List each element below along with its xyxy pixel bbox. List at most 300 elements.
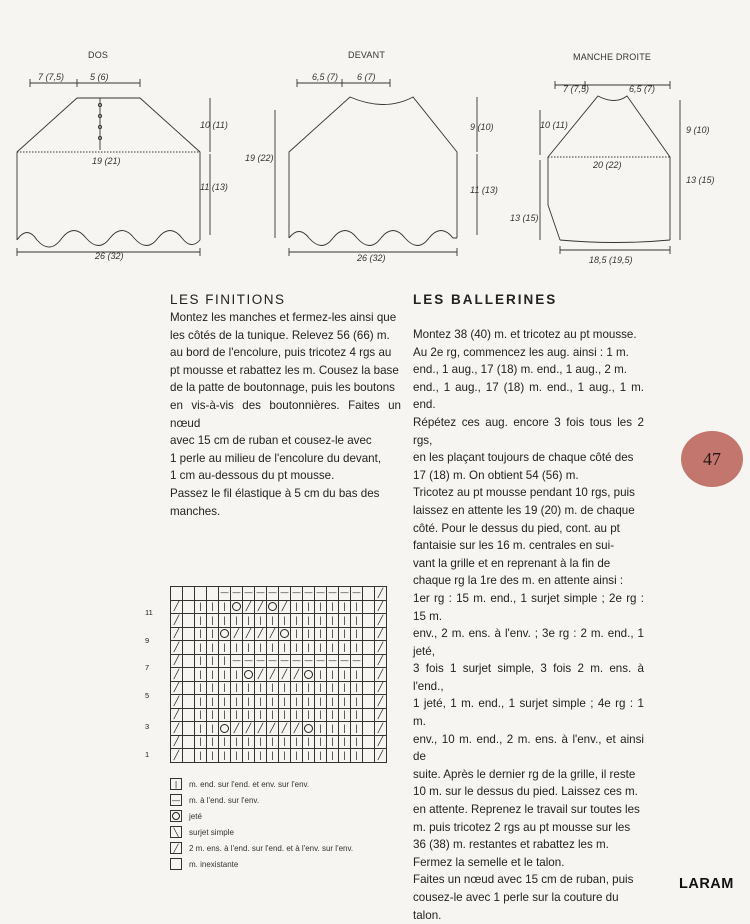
grid-cell: — <box>339 587 351 601</box>
grid-cell: | <box>219 749 231 763</box>
grid-cell: | <box>315 709 327 723</box>
legend-text: m. end. sur l'end. et env. sur l'env. <box>189 779 310 789</box>
grid-cell: | <box>267 709 279 723</box>
grid-cell: ╱ <box>243 722 255 736</box>
finitions-line: 1 perle au milieu de l'encolure du devant, <box>170 451 382 465</box>
grid-cell: ╱ <box>375 722 387 736</box>
grid-cell: | <box>315 736 327 750</box>
grid-cell: | <box>267 614 279 628</box>
grid-cell: | <box>327 682 339 696</box>
schema-manche-cap-left: 10 (11) <box>540 120 568 130</box>
grid-cell: | <box>267 695 279 709</box>
schema-devant-top-right: 6 (7) <box>357 72 376 82</box>
schema-devant-bottom-width: 26 (32) <box>357 253 386 263</box>
grid-cell: — <box>243 655 255 669</box>
grid-cell: — <box>351 655 363 669</box>
grid-cell: | <box>303 614 315 628</box>
grid-cell <box>183 682 195 696</box>
schema-dos-top-left: 7 (7,5) <box>38 72 65 82</box>
grid-row-number: 3 <box>145 722 150 731</box>
knitting-grid-cells <box>170 586 387 763</box>
grid-cell <box>303 722 315 736</box>
grid-cell <box>183 655 195 669</box>
legend-symbol <box>170 858 182 870</box>
grid-cell: | <box>351 641 363 655</box>
grid-cell: | <box>195 709 207 723</box>
grid-cell: | <box>255 736 267 750</box>
ballerines-line: suite. Après le dernier rg de la grille, il reste <box>413 767 636 781</box>
grid-cell <box>303 668 315 682</box>
grid-cell <box>171 587 183 601</box>
grid-cell: | <box>315 628 327 642</box>
grid-cell: | <box>327 641 339 655</box>
finitions-line: les côtés de la tunique. Relevez 56 (66) m. <box>170 328 390 342</box>
grid-cell: ╱ <box>291 722 303 736</box>
grid-cell: — <box>267 655 279 669</box>
grid-cell: | <box>195 736 207 750</box>
grid-cell: | <box>339 614 351 628</box>
grid-cell <box>363 628 375 642</box>
grid-cell: | <box>351 614 363 628</box>
grid-cell: | <box>351 601 363 615</box>
schema-devant-width-mid: 19 (22) <box>245 153 274 163</box>
grid-cell: | <box>339 641 351 655</box>
schema-devant-top-left: 6,5 (7) <box>312 72 339 82</box>
grid-cell: — <box>255 587 267 601</box>
schema-dos-top-right: 5 (6) <box>90 72 109 82</box>
page-number-badge: 47 <box>681 431 743 487</box>
grid-cell: | <box>327 628 339 642</box>
grid-row-number: 9 <box>145 636 150 645</box>
grid-cell: | <box>315 601 327 615</box>
grid-cell: | <box>219 682 231 696</box>
grid-cell: — <box>315 587 327 601</box>
grid-cell: ╱ <box>279 722 291 736</box>
grid-cell: ╱ <box>255 722 267 736</box>
finitions-line: manches. <box>170 504 221 518</box>
schema-manche <box>510 50 715 270</box>
grid-cell: — <box>279 655 291 669</box>
ballerines-line: talon. <box>413 908 442 922</box>
grid-cell: — <box>327 587 339 601</box>
grid-cell: | <box>279 682 291 696</box>
grid-cell: ╱ <box>171 614 183 628</box>
grid-cell: | <box>267 736 279 750</box>
grid-cell: | <box>231 668 243 682</box>
grid-row-number: 11 <box>145 608 153 617</box>
grid-cell: | <box>219 641 231 655</box>
legend-text: jeté <box>189 811 202 821</box>
grid-cell: | <box>255 614 267 628</box>
grid-cell: | <box>327 722 339 736</box>
grid-cell: ╱ <box>267 722 279 736</box>
ballerines-line: 3 fois 1 surjet simple, 3 fois 2 m. ens. à l'end., <box>413 662 644 693</box>
grid-cell: — <box>279 587 291 601</box>
schema-manche-top-right: 6,5 (7) <box>629 84 656 94</box>
grid-cell: | <box>279 749 291 763</box>
ballerines-text <box>413 326 644 924</box>
grid-cell: | <box>327 614 339 628</box>
grid-row-number: 7 <box>145 663 150 672</box>
grid-cell: | <box>279 641 291 655</box>
grid-cell: — <box>303 587 315 601</box>
grid-cell: | <box>195 614 207 628</box>
grid-cell: — <box>219 587 231 601</box>
ballerines-line: m. puis tricotez 2 rgs au pt mousse sur les <box>413 820 631 834</box>
grid-cell: | <box>207 722 219 736</box>
grid-cell: | <box>291 614 303 628</box>
grid-cell: | <box>339 749 351 763</box>
ballerines-line: Au 2e rg, commencez les aug. ainsi : 1 m. <box>413 345 629 359</box>
ballerines-line: Répétez ces aug. encore 3 fois tous les 2 rgs, <box>413 415 644 447</box>
schema-manche-left-height: 13 (15) <box>510 213 539 223</box>
legend-item <box>170 808 353 824</box>
grid-cell <box>183 668 195 682</box>
grid-cell: | <box>303 682 315 696</box>
grid-cell: | <box>243 614 255 628</box>
grid-cell: | <box>195 749 207 763</box>
grid-cell: | <box>351 628 363 642</box>
grid-cell <box>183 587 195 601</box>
knitting-grid <box>170 586 387 763</box>
grid-cell: | <box>195 641 207 655</box>
ballerines-line: end., 1 aug., 17 (18) m. end., 1 aug., 2 m. <box>413 363 627 377</box>
grid-cell: | <box>279 736 291 750</box>
grid-cell <box>363 587 375 601</box>
grid-cell: | <box>207 668 219 682</box>
grid-cell: | <box>207 736 219 750</box>
grid-cell: ╱ <box>171 628 183 642</box>
grid-cell: | <box>231 709 243 723</box>
grid-cell: ╱ <box>291 668 303 682</box>
grid-cell: — <box>351 587 363 601</box>
grid-cell <box>363 641 375 655</box>
ballerines-title: LES BALLERINES <box>413 292 558 307</box>
grid-cell: | <box>195 628 207 642</box>
grid-cell: | <box>207 749 219 763</box>
grid-cell: | <box>207 695 219 709</box>
grid-cell: ╱ <box>375 736 387 750</box>
grid-cell <box>183 736 195 750</box>
ballerines-line: vant la grille et en reprenant à la fin de <box>413 556 611 570</box>
schema-manche-bottom-width: 18,5 (19,5) <box>589 255 633 265</box>
grid-cell: | <box>219 736 231 750</box>
grid-cell <box>183 749 195 763</box>
grid-cell <box>267 601 279 615</box>
grid-cell: | <box>303 628 315 642</box>
grid-cell: | <box>303 695 315 709</box>
ballerines-line: cousez-le avec 1 perle sur la couture du <box>413 891 619 904</box>
grid-cell: | <box>243 695 255 709</box>
grid-cell: | <box>219 709 231 723</box>
grid-cell <box>195 587 207 601</box>
grid-cell: | <box>231 749 243 763</box>
grid-cell <box>183 709 195 723</box>
grid-cell: | <box>327 709 339 723</box>
legend-item <box>170 776 353 792</box>
grid-cell: ╱ <box>171 749 183 763</box>
grid-cell: | <box>327 749 339 763</box>
grid-cell: | <box>327 668 339 682</box>
grid-cell: ╱ <box>375 587 387 601</box>
ballerines-line: env., 2 m. ens. à l'env. ; 3e rg : 2 m. end., 1 jeté, <box>413 627 644 658</box>
grid-cell: ╱ <box>231 628 243 642</box>
legend-text: surjet simple <box>189 827 234 837</box>
grid-cell: | <box>339 736 351 750</box>
grid-cell: ╱ <box>375 614 387 628</box>
grid-cell: ╱ <box>267 668 279 682</box>
grid-legend <box>170 776 353 872</box>
grid-cell: | <box>303 709 315 723</box>
grid-cell: | <box>315 614 327 628</box>
grid-cell: ╱ <box>255 668 267 682</box>
grid-cell <box>363 668 375 682</box>
finitions-line: de la patte de boutonnage, puis les boutons <box>170 381 395 395</box>
grid-cell: | <box>195 682 207 696</box>
grid-cell: | <box>267 641 279 655</box>
grid-cell <box>279 628 291 642</box>
grid-cell: ╱ <box>171 722 183 736</box>
grid-cell: | <box>243 682 255 696</box>
grid-cell: | <box>255 641 267 655</box>
grid-cell: ╱ <box>267 628 279 642</box>
grid-cell: | <box>267 749 279 763</box>
grid-cell: | <box>315 668 327 682</box>
grid-cell <box>207 587 219 601</box>
grid-cell: | <box>315 641 327 655</box>
grid-cell <box>363 749 375 763</box>
grid-cell <box>363 614 375 628</box>
grid-cell: | <box>207 709 219 723</box>
grid-cell: | <box>351 709 363 723</box>
grid-cell: ╱ <box>171 695 183 709</box>
grid-cell: | <box>351 682 363 696</box>
finitions-line: Montez les manches et fermez-les ainsi que <box>170 311 397 324</box>
grid-cell <box>363 709 375 723</box>
grid-cell: ╱ <box>171 655 183 669</box>
grid-cell <box>183 641 195 655</box>
finitions-line: Passez le fil élastique à 5 cm du bas des <box>170 486 380 500</box>
schema-devant <box>245 50 498 270</box>
grid-cell: | <box>315 695 327 709</box>
grid-cell: | <box>291 628 303 642</box>
grid-cell: — <box>291 587 303 601</box>
ballerines-line: en les plaçant toujours de chaque côté des <box>413 451 634 465</box>
grid-cell <box>363 682 375 696</box>
grid-cell: ╱ <box>375 601 387 615</box>
grid-cell: | <box>351 749 363 763</box>
grid-cell: | <box>207 641 219 655</box>
grid-cell: ╱ <box>375 695 387 709</box>
schema-dos-skirt-height: 11 (13) <box>200 182 228 192</box>
grid-cell: | <box>207 682 219 696</box>
grid-cell: | <box>279 695 291 709</box>
grid-cell: ╱ <box>375 682 387 696</box>
grid-cell <box>183 695 195 709</box>
grid-cell: ╱ <box>171 682 183 696</box>
ballerines-line: chaque rg la 1re des m. en attente ainsi : <box>413 574 624 588</box>
grid-cell: | <box>231 695 243 709</box>
grid-cell: — <box>315 655 327 669</box>
grid-cell <box>183 601 195 615</box>
grid-cell: | <box>315 749 327 763</box>
ballerines-line: laissez en attente les 19 (20) m. de chaque <box>413 503 635 517</box>
legend-symbol: | <box>170 778 182 790</box>
grid-cell: | <box>327 736 339 750</box>
grid-cell: | <box>339 682 351 696</box>
ballerines-line: en attente. Reprenez le travail sur toutes les <box>413 803 640 817</box>
grid-cell: — <box>255 655 267 669</box>
grid-cell: — <box>291 655 303 669</box>
grid-cell: | <box>315 722 327 736</box>
grid-cell: | <box>315 682 327 696</box>
grid-cell: | <box>291 749 303 763</box>
grid-cell <box>219 722 231 736</box>
grid-cell: ╱ <box>375 641 387 655</box>
finitions-line: en vis-à-vis des boutonnières. Faites un nœud <box>170 398 401 430</box>
grid-cell: | <box>351 668 363 682</box>
grid-cell: | <box>231 682 243 696</box>
grid-cell: ╱ <box>279 668 291 682</box>
schema-devant-skirt-height: 11 (13) <box>470 185 498 195</box>
legend-symbol: ╱ <box>170 842 182 854</box>
legend-item <box>170 792 353 808</box>
grid-cell: ╱ <box>243 628 255 642</box>
legend-item <box>170 824 353 840</box>
ballerines-line: côté. Pour le dessus du pied, cont. au pt <box>413 521 620 535</box>
grid-cell: — <box>231 655 243 669</box>
schema-devant-yoke-height: 9 (10) <box>470 122 494 132</box>
legend-text: m. à l'end. sur l'env. <box>189 795 260 805</box>
grid-cell <box>363 695 375 709</box>
grid-cell: | <box>219 655 231 669</box>
grid-cell: | <box>195 601 207 615</box>
grid-cell: | <box>195 655 207 669</box>
grid-cell: | <box>231 614 243 628</box>
grid-cell: | <box>219 695 231 709</box>
grid-cell: ╱ <box>171 601 183 615</box>
grid-row-number: 5 <box>145 691 150 700</box>
grid-cell: | <box>255 749 267 763</box>
finitions-line: 1 cm au-dessous du pt mousse. <box>170 469 335 483</box>
grid-cell: ╱ <box>279 601 291 615</box>
grid-cell: — <box>327 655 339 669</box>
grid-cell: | <box>303 736 315 750</box>
grid-cell: | <box>231 736 243 750</box>
grid-cell: | <box>243 749 255 763</box>
schema-manche-top-left: 7 (7,5) <box>563 84 590 94</box>
grid-cell: | <box>207 655 219 669</box>
legend-symbol: ╲ <box>170 826 182 838</box>
ballerines-line: fantaisie sur les 16 m. centrales en sui- <box>413 539 615 553</box>
grid-cell <box>231 601 243 615</box>
ballerines-line: end., 1 aug., 17 (18) m. end., 1 aug., 1 m. end. <box>413 380 644 412</box>
grid-cell: | <box>279 614 291 628</box>
schema-dos-bottom-width: 26 (32) <box>95 251 124 261</box>
finitions-text <box>170 309 401 520</box>
publisher-logo: LARAM <box>679 876 734 892</box>
grid-cell <box>363 655 375 669</box>
grid-cell: | <box>291 736 303 750</box>
grid-cell: — <box>243 587 255 601</box>
legend-item <box>170 840 353 856</box>
grid-cell: | <box>231 641 243 655</box>
grid-cell: ╱ <box>255 601 267 615</box>
grid-cell: | <box>303 601 315 615</box>
grid-cell: | <box>243 641 255 655</box>
schema-dos-yoke-height: 10 (11) <box>200 120 228 130</box>
schema-dos <box>10 50 228 270</box>
schema-dos-title: DOS <box>88 50 109 60</box>
grid-cell: — <box>231 587 243 601</box>
schema-manche-width-mid: 20 (22) <box>593 160 622 170</box>
grid-cell: | <box>327 601 339 615</box>
grid-cell: ╱ <box>171 668 183 682</box>
grid-cell: — <box>267 587 279 601</box>
grid-cell: | <box>351 722 363 736</box>
ballerines-line: Montez 38 (40) m. et tricotez au pt mousse. <box>413 328 637 341</box>
grid-cell: | <box>339 722 351 736</box>
grid-cell: ╱ <box>375 749 387 763</box>
grid-cell: | <box>219 601 231 615</box>
grid-cell <box>243 668 255 682</box>
schema-dos-width-mid: 19 (21) <box>92 156 121 166</box>
grid-cell: | <box>351 695 363 709</box>
ballerines-line: env., 10 m. end., 2 m. ens. à l'env., et ainsi de <box>413 732 644 764</box>
grid-cell: ╱ <box>375 668 387 682</box>
legend-symbol <box>170 810 182 822</box>
grid-cell <box>219 628 231 642</box>
ballerines-line: 1er rg : 15 m. end., 1 surjet simple ; 2e rg : 15 m. <box>413 591 644 623</box>
grid-cell: ╱ <box>171 736 183 750</box>
grid-cell: | <box>195 722 207 736</box>
grid-cell: | <box>291 641 303 655</box>
grid-cell: ╱ <box>375 709 387 723</box>
grid-cell <box>183 628 195 642</box>
grid-cell: | <box>195 695 207 709</box>
grid-cell: | <box>207 601 219 615</box>
grid-cell: | <box>255 695 267 709</box>
legend-item <box>170 856 353 872</box>
grid-cell: | <box>303 641 315 655</box>
grid-cell: | <box>219 668 231 682</box>
grid-cell: | <box>351 736 363 750</box>
ballerines-line: 17 (18) m. On obtient 54 (56) m. <box>413 468 579 482</box>
legend-text: m. inexistante <box>189 859 239 869</box>
grid-cell: ╱ <box>375 655 387 669</box>
ballerines-line: 1 jeté, 1 m. end., 1 surjet simple ; 4e rg : 1 m. <box>413 697 644 729</box>
schema-manche-right-height: 13 (15) <box>686 175 715 185</box>
grid-cell: | <box>279 709 291 723</box>
grid-cell <box>183 722 195 736</box>
schema-manche-title: MANCHE DROITE <box>573 52 652 62</box>
grid-cell: | <box>339 695 351 709</box>
grid-cell: | <box>303 749 315 763</box>
grid-cell: | <box>207 628 219 642</box>
ballerines-line: 36 (38) m. restantes et rabattez les m. <box>413 838 609 852</box>
finitions-line: au bord de l'encolure, puis tricotez 4 rgs au <box>170 346 392 360</box>
grid-cell: | <box>327 695 339 709</box>
grid-cell: — <box>339 655 351 669</box>
grid-cell: | <box>291 695 303 709</box>
grid-cell: ╱ <box>255 628 267 642</box>
grid-cell: | <box>267 682 279 696</box>
grid-cell: | <box>291 709 303 723</box>
ballerines-line: 10 m. sur le dessus du pied. Laissez ces m. <box>413 785 638 799</box>
grid-cell: | <box>243 709 255 723</box>
finitions-line: pt mousse et rabattez les m. Cousez la base <box>170 363 399 377</box>
schema-manche-cap-right: 9 (10) <box>686 125 710 135</box>
